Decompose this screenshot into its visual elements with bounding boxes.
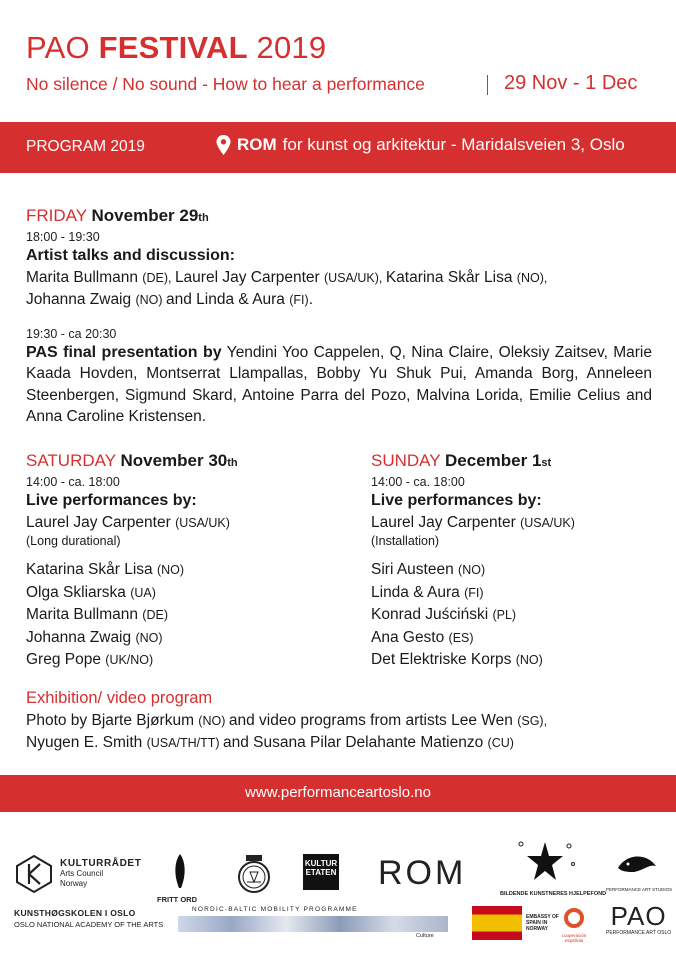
artist-name: and Linda & Aura [166, 291, 290, 308]
country-code: (USA/UK), [324, 270, 386, 285]
kulturradet-sub2: Norway [60, 879, 88, 888]
friday-slot2-artists: Yendini Yoo Cappelen, Q, Nina Claire, Oleksiy Zaitsev, Marie Kaada Hovden, Montserrat Llampallas, Bobby Yu Shuk Pui, Amanda Borg, Anneleen Steenbergen, Sigmund Skard, Antoine Parra del Pozo, Malvina Lorida, Emilie Celius and Anna Caroline Kristensen. [26, 343, 652, 425]
friday-slot2-text [26, 342, 652, 428]
sunday-lead-note: (Installation) [371, 534, 440, 548]
sunday-day: SUNDAY [371, 451, 441, 470]
pao-sub: PERFORMANCE ART OSLO [606, 930, 672, 936]
pao-text: PAO [610, 901, 667, 931]
list-item [371, 649, 575, 672]
pao-logo [606, 902, 671, 936]
nordic-baltic-logo [178, 906, 448, 940]
exhibition-text: Photo by Bjarte Bjørkum [26, 711, 199, 729]
country-code: (UK/NO) [105, 653, 154, 667]
country-code: (NO) [198, 713, 229, 728]
list-item [26, 604, 238, 627]
artist-name: Katarina Skår Lisa [385, 268, 517, 286]
khio-name: KUNSTHØGSKOLEN I OSLO [14, 908, 136, 918]
list-item [371, 582, 575, 605]
list-item [371, 559, 575, 582]
embassy-text: EMBASSY OF SPAIN IN NORWAY [526, 914, 559, 932]
festival-subtitle: No silence / No sound - How to hear a performance [26, 74, 425, 94]
sunday-date-suffix: st [541, 457, 552, 469]
artist-name: Laurel Jay Carpenter [371, 513, 521, 531]
bkh-text: BILDENDE KUNSTNERES HJELPEFOND [500, 891, 607, 897]
kulturradet-sub1: Arts Council [60, 869, 104, 878]
artist-name: Konrad Juściński [371, 606, 493, 623]
sponsor-logos [0, 830, 676, 960]
line-end: . [308, 291, 313, 308]
artist-name: Johanna Zwaig [26, 291, 136, 308]
saturday-date-suffix: th [227, 457, 238, 469]
friday-slot1-time: 18:00 - 19:30 [26, 230, 100, 244]
title-bold: FESTIVAL [98, 30, 248, 65]
country-code: (USA/TH/TT) [146, 736, 223, 750]
venue-address: for kunst og arkitektur - Maridalsveien 3, Oslo [282, 135, 625, 154]
kulturradet-logo [14, 854, 141, 894]
fritt-ord-text: FRITT ORD [157, 895, 197, 904]
cooperacion-icon [564, 908, 584, 928]
sunday-heading [371, 450, 575, 474]
cooperacion-logo [554, 908, 594, 943]
kulturetaten-text: KULTUR ETATEN [304, 859, 338, 877]
friday-slot1-line2 [26, 289, 652, 312]
exhibition-section [26, 688, 547, 755]
khio-logo [14, 908, 163, 930]
title-year: 2019 [247, 30, 327, 65]
embassy-logo [472, 906, 560, 940]
list-item [26, 627, 238, 650]
program-label: PROGRAM 2019 [26, 138, 145, 155]
country-code: (FI) [464, 585, 484, 600]
location-pin-icon [216, 135, 231, 155]
friday-slot1-line1 [26, 267, 652, 290]
country-code: (UA) [130, 585, 156, 600]
oslo-seal-icon [236, 854, 272, 894]
cooperacion-text: cooperación española [561, 933, 587, 943]
kulturradet-name: KULTURRÅDET [60, 858, 142, 869]
nordic-sub: Culture [416, 933, 434, 939]
exhibition-heading: Exhibition/ video program [26, 689, 213, 707]
country-code: (NO) [135, 630, 163, 645]
subtitle-divider [487, 75, 488, 95]
artist-name: Olga Skliarska [26, 583, 131, 601]
artist-name: Katarina Skår Lisa [26, 561, 157, 578]
artist-name: Siri Austeen [371, 561, 459, 578]
fritt-ord-logo [157, 854, 200, 904]
saturday-lead [26, 512, 238, 535]
pao-studios-logo [606, 850, 673, 892]
country-code: (PL) [492, 608, 517, 622]
nordic-banner [178, 916, 448, 932]
nordic-title: NORDIC-BALTIC MOBILITY PROGRAMME [192, 906, 358, 913]
friday-slot1-title: Artist talks and discussion: [26, 247, 235, 264]
artist-name: Laurel Jay Carpenter [174, 268, 324, 286]
country-code: (DE) [142, 608, 168, 622]
country-code: (USA/UK) [175, 515, 230, 530]
artist-name: Laurel Jay Carpenter [26, 513, 176, 531]
venue-name: ROM [237, 135, 277, 154]
friday-slot2-time: 19:30 - ca 20:30 [26, 326, 117, 341]
website-band [0, 775, 676, 812]
artist-name: Marita Bullmann [26, 606, 143, 623]
quill-icon [172, 854, 188, 890]
oslo-seal-logo [236, 854, 272, 899]
exhibition-text: Nyugen E. Smith [26, 734, 147, 751]
artist-name: Johanna Zwaig [26, 628, 136, 646]
venue [216, 135, 625, 155]
country-code: (SG), [517, 713, 548, 728]
sunday-date: December 1 [445, 451, 542, 470]
artist-name: Greg Pope [26, 651, 106, 668]
khio-sub: OSLO NATIONAL ACADEMY OF THE ARTS [14, 920, 164, 929]
saturday-title: Live performances by: [26, 492, 197, 509]
country-code: (NO) [156, 563, 185, 577]
list-item [26, 649, 238, 672]
bkh-logo [500, 836, 607, 897]
bird-icon [612, 850, 662, 882]
country-code: (NO), [516, 270, 548, 285]
country-code: (FI) [289, 293, 309, 307]
festival-dates: 29 Nov - 1 Dec [504, 72, 638, 94]
country-code: (NO) [458, 563, 486, 577]
list-item [371, 604, 575, 627]
country-code: (USA/UK) [520, 515, 575, 530]
artist-name: Marita Bullmann [26, 268, 143, 286]
bkh-star-icon [513, 836, 577, 886]
friday-date-suffix: th [198, 212, 209, 224]
friday-date: November 29 [91, 206, 199, 225]
exhibition-text: and Susana Pilar Delahante Matienzo [223, 734, 488, 751]
saturday-lead-note: (Long durational) [26, 534, 121, 548]
spain-flag-icon [472, 906, 522, 940]
sunday-section [371, 450, 575, 672]
country-code: (DE), [142, 270, 175, 285]
country-code: (NO) [515, 653, 543, 667]
saturday-date: November 30 [120, 451, 228, 470]
sunday-time: 14:00 - ca. 18:00 [371, 475, 465, 489]
exhibition-line1 [26, 710, 547, 733]
sunday-lead [371, 512, 575, 535]
kulturradet-emblem-icon [14, 854, 54, 894]
list-item [26, 559, 238, 582]
saturday-day: SATURDAY [26, 451, 116, 470]
friday-day: FRIDAY [26, 206, 87, 225]
friday-heading [26, 205, 652, 229]
exhibition-text: and video programs from artists Lee Wen [228, 711, 518, 729]
saturday-heading [26, 450, 238, 474]
country-code: (CU) [487, 736, 514, 750]
artist-name: Ana Gesto [371, 628, 449, 646]
list-item [371, 627, 575, 650]
title-prefix: PAO [26, 30, 99, 65]
country-code: (ES) [448, 630, 474, 645]
artist-name: Det Elektriske Korps [371, 651, 516, 668]
rom-logo: ROM [378, 854, 467, 892]
country-code: (NO) [135, 293, 166, 307]
pao-studios-text: PERFORMANCE ART STUDIOS [606, 887, 673, 892]
festival-title [26, 30, 326, 66]
saturday-time: 14:00 - ca. 18:00 [26, 475, 120, 489]
exhibition-line2 [26, 732, 547, 755]
website-link[interactable]: www.performanceartoslo.no [245, 784, 431, 801]
friday-section [26, 205, 652, 428]
artist-name: Linda & Aura [371, 583, 465, 601]
friday-slot2-title: PAS final presentation by [26, 343, 222, 361]
program-band [0, 122, 676, 173]
list-item [26, 582, 238, 605]
sunday-title: Live performances by: [371, 492, 542, 509]
kulturetaten-logo [303, 854, 339, 890]
saturday-section [26, 450, 238, 672]
